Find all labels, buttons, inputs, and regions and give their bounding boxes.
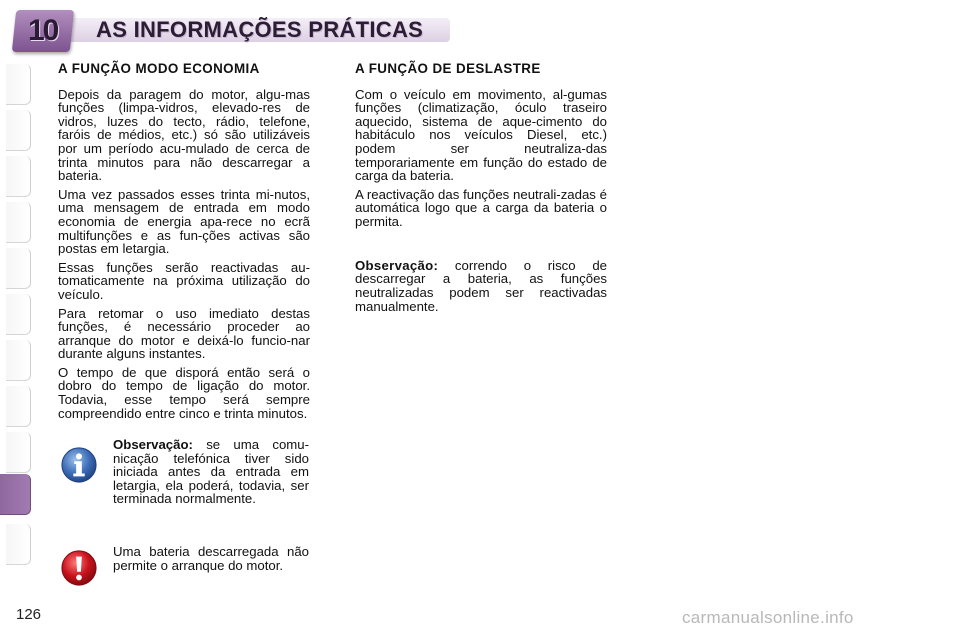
chapter-number: 10 [28, 14, 58, 47]
right-column [355, 62, 607, 326]
chapter-tab-1[interactable] [6, 64, 31, 105]
chapter-badge [12, 10, 74, 52]
paragraph: Com o veículo em movimento, al-gumas funções (climatização, óculo traseiro aquecido, sistema de aque-cimento do habitáculo nos veículos Diesel, etc.) podem ser neutraliza-das temporariamente em função do estado de carga da bateria. [355, 86, 607, 184]
chapter-tabs [0, 64, 32, 584]
note-body: correndo o risco de descarregar a bateria, as funções neutralizadas podem ser reactivadas manualmente. [355, 257, 607, 314]
note-label: Observação: [113, 437, 193, 452]
chapter-tab-9[interactable] [6, 432, 31, 473]
section-title-economy: A FUNÇÃO MODO ECONOMIA [58, 61, 260, 76]
left-column [58, 62, 310, 425]
info-icon [60, 446, 98, 484]
note-label: Observação: [355, 257, 439, 273]
paragraph: Uma vez passados esses trinta mi-nutos, uma mensagem de entrada em modo economia de energia apa-rece no ecrã multifunções e as fun-ções activas são postas em letargia. [58, 186, 310, 257]
note-body: se uma comu-nicação telefónica tiver sido iniciada antes da entrada em letargia, ela poderá, todavia, ser terminada normalmente. [113, 437, 309, 507]
warning-note-text: Uma bateria descarregada não permite o arranque do motor. [113, 544, 309, 573]
chapter-tab-11[interactable] [6, 524, 31, 565]
section-title-load-shedding: A FUNÇÃO DE DESLASTRE [355, 61, 541, 76]
paragraph: O tempo de que disporá então será o dobro do tempo de ligação do motor. Todavia, esse tempo será sempre compreendido entre cinco e trinta minutos. [58, 364, 310, 421]
page-number: 126 [16, 606, 42, 623]
info-note-text [113, 438, 309, 506]
paragraph: Depois da paragem do motor, algu-mas funções (limpa-vidros, elevado-res de vidros, luzes do tecto, rádio, telefone, faróis de médios, etc.) só são utilizáveis por um período acu-mulado de cerca de trinta minutos para não descarregar a bateria. [58, 86, 310, 184]
paragraph: A reactivação das funções neutrali-zadas é automática logo que a carga da bateria o permita. [355, 186, 607, 229]
chapter-tab-2[interactable] [6, 110, 31, 151]
watermark: carmanualsonline.info [682, 608, 854, 627]
paragraph: Para retomar o uso imediato destas funções, é necessário proceder ao arranque do motor e deixá-lo funcio-nar durante alguns instantes. [58, 305, 310, 362]
chapter-tab-4[interactable] [6, 202, 31, 243]
exclamation-warning-icon [60, 549, 98, 587]
page-title: AS INFORMAÇÕES PRÁTICAS [96, 17, 424, 42]
chapter-tab-7[interactable] [6, 340, 31, 381]
page-header [0, 0, 960, 56]
paragraph: Essas funções serão reactivadas au-tomaticamente na próxima utilização do veículo. [58, 259, 310, 302]
chapter-tab-8[interactable] [6, 386, 31, 427]
chapter-tab-3[interactable] [6, 156, 31, 197]
chapter-tab-10-active[interactable] [0, 474, 31, 515]
chapter-tab-5[interactable] [6, 248, 31, 289]
note-paragraph [355, 259, 607, 313]
chapter-tab-6[interactable] [6, 294, 31, 335]
